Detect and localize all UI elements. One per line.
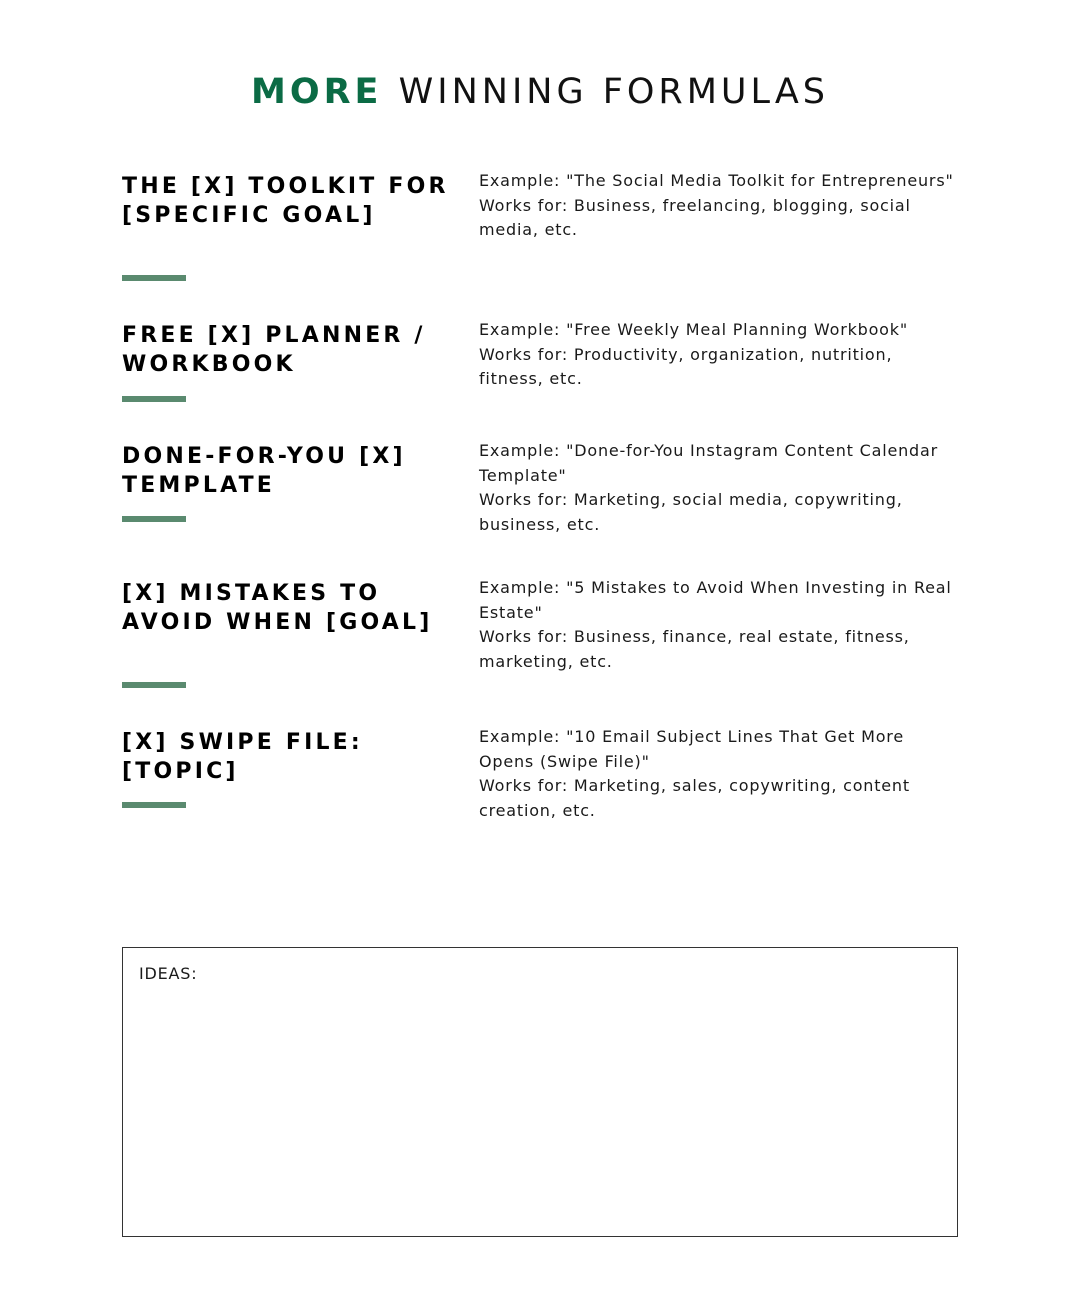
formula-example: Example: "Done-for-You Instagram Content Calendar Template" (479, 441, 938, 485)
formula-description (479, 576, 959, 674)
formula-example: Example: "10 Email Subject Lines That Get More Opens (Swipe File)" (479, 727, 904, 771)
formula-works-for: Works for: Marketing, social media, copywriting, business, etc. (479, 490, 903, 534)
title-rest: WINNING FORMULAS (398, 72, 829, 112)
formula-divider (122, 802, 186, 808)
formula-description (479, 725, 959, 823)
ideas-box[interactable] (122, 947, 958, 1237)
formula-name: THE [X] TOOLKIT FOR [SPECIFIC GOAL] (122, 174, 449, 228)
page-title (0, 70, 1080, 114)
formula-description (479, 169, 959, 243)
formula-example: Example: "Free Weekly Meal Planning Workbook" (479, 320, 908, 339)
formula-description (479, 439, 959, 537)
formula-example: Example: "The Social Media Toolkit for Entrepreneurs" (479, 171, 954, 190)
formula-divider (122, 396, 186, 402)
title-accent: MORE (251, 72, 383, 112)
formula-divider (122, 275, 186, 281)
formula-description (479, 318, 959, 392)
formula-name: [X] MISTAKES TO AVOID WHEN [GOAL] (122, 581, 433, 635)
formula-works-for: Works for: Marketing, sales, copywriting, content creation, etc. (479, 776, 910, 820)
formula-divider (122, 516, 186, 522)
ideas-label: IDEAS: (139, 964, 198, 983)
formula-works-for: Works for: Productivity, organization, nutrition, fitness, etc. (479, 344, 893, 388)
formula-name: FREE [X] PLANNER / WORKBOOK (122, 323, 426, 377)
formula-example: Example: "5 Mistakes to Avoid When Investing in Real Estate" (479, 578, 952, 622)
formula-works-for: Works for: Business, finance, real estate, fitness, marketing, etc. (479, 627, 910, 671)
formula-works-for: Works for: Business, freelancing, blogging, social media, etc. (479, 195, 911, 239)
formula-name: [X] SWIPE FILE: [TOPIC] (122, 730, 363, 784)
formula-divider (122, 682, 186, 688)
formula-name: DONE-FOR-YOU [X] TEMPLATE (122, 444, 406, 498)
